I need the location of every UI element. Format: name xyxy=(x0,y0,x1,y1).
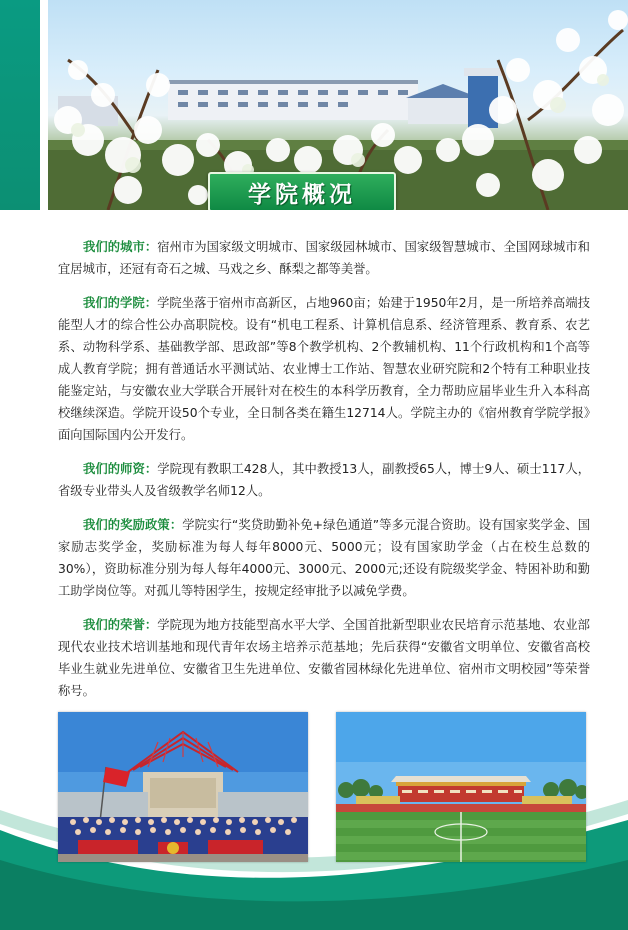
paragraph-text: 宿州市为国家级文明城市、国家级园林城市、国家级智慧城市、全国网球城市和宜居城市，还冠有奇石之城、马戏之乡、酥梨之都等美誉。 xyxy=(58,240,590,276)
paragraph-city xyxy=(58,236,590,280)
photo-group-gate xyxy=(58,712,308,862)
lead-label: 我们的学院： xyxy=(83,296,158,310)
paragraph-text: 学院现为地方技能型高水平大学、全国首批新型职业农民培育示范基地、农业部现代农业技术培训基地和现代青年农场主培养示范基地；先后获得“安徽省文明单位、安徽省高校毕业生就业先进单位、安徽省卫生先进单位、安徽省园林绿化先进单位、宿州市文明校园”等荣誉称号。 xyxy=(58,618,590,698)
lead-label: 我们的奖励政策： xyxy=(83,518,183,532)
paragraph-honors xyxy=(58,614,590,702)
main-content xyxy=(58,236,590,714)
section-title-banner xyxy=(208,172,396,210)
page-title: 学院概况 xyxy=(248,181,356,208)
lead-label: 我们的师资： xyxy=(83,462,158,476)
paragraph-faculty xyxy=(58,458,590,502)
paragraph-text: 学院坐落于宿州市高新区，占地960亩；始建于1950年2月，是一所培养高端技能型人才的综合性公办高职院校。设有“机电工程系、计算机信息系、经济管理系、教育系、农艺系、动物科学系、基础教学部、思政部”等8个教学机构、2个教辅机构、11个行政机构和1个高等成人教育学院；拥有普通话水平测试站、农业博士工作站、智慧农业研究院和2个特有工种职业技能鉴定站，与安徽农业大学联合开展针对在校生的本科学历教育，全力帮助应届毕业生升入本科高校继续深造。学院开设50个专业，全日制各类在籍生12714人。学院主办的《宿州教育学院学报》面向国际国内公开发行。 xyxy=(58,296,590,442)
lead-label: 我们的荣誉： xyxy=(83,618,158,632)
paragraph-scholarship xyxy=(58,514,590,602)
photo-stadium xyxy=(336,712,586,862)
left-accent-bar xyxy=(0,0,40,210)
paragraph-text: 学院现有教职工428人，其中教授13人，副教授65人，博士9人、硕士117人，省级专业带头人及省级教学名师12人。 xyxy=(58,462,590,498)
paragraph-college xyxy=(58,292,590,446)
group-photo-illustration xyxy=(58,712,308,862)
stadium-illustration xyxy=(336,712,586,862)
paragraph-text: 学院实行“奖贷助勤补免+绿色通道”等多元混合资助。设有国家奖学金、国家励志奖学金，奖励标准为每人每年8000元、5000元；设有国家助学金（占在校生总数的30%），资助标准分别为每人每年4000元、3000元、2000元;还设有院级奖学金、特困补助和勤工助学岗位等。对孤儿等特困学生，按规定经审批予以减免学费。 xyxy=(58,518,590,598)
header-photo xyxy=(48,0,628,210)
lead-label: 我们的城市： xyxy=(83,240,158,254)
